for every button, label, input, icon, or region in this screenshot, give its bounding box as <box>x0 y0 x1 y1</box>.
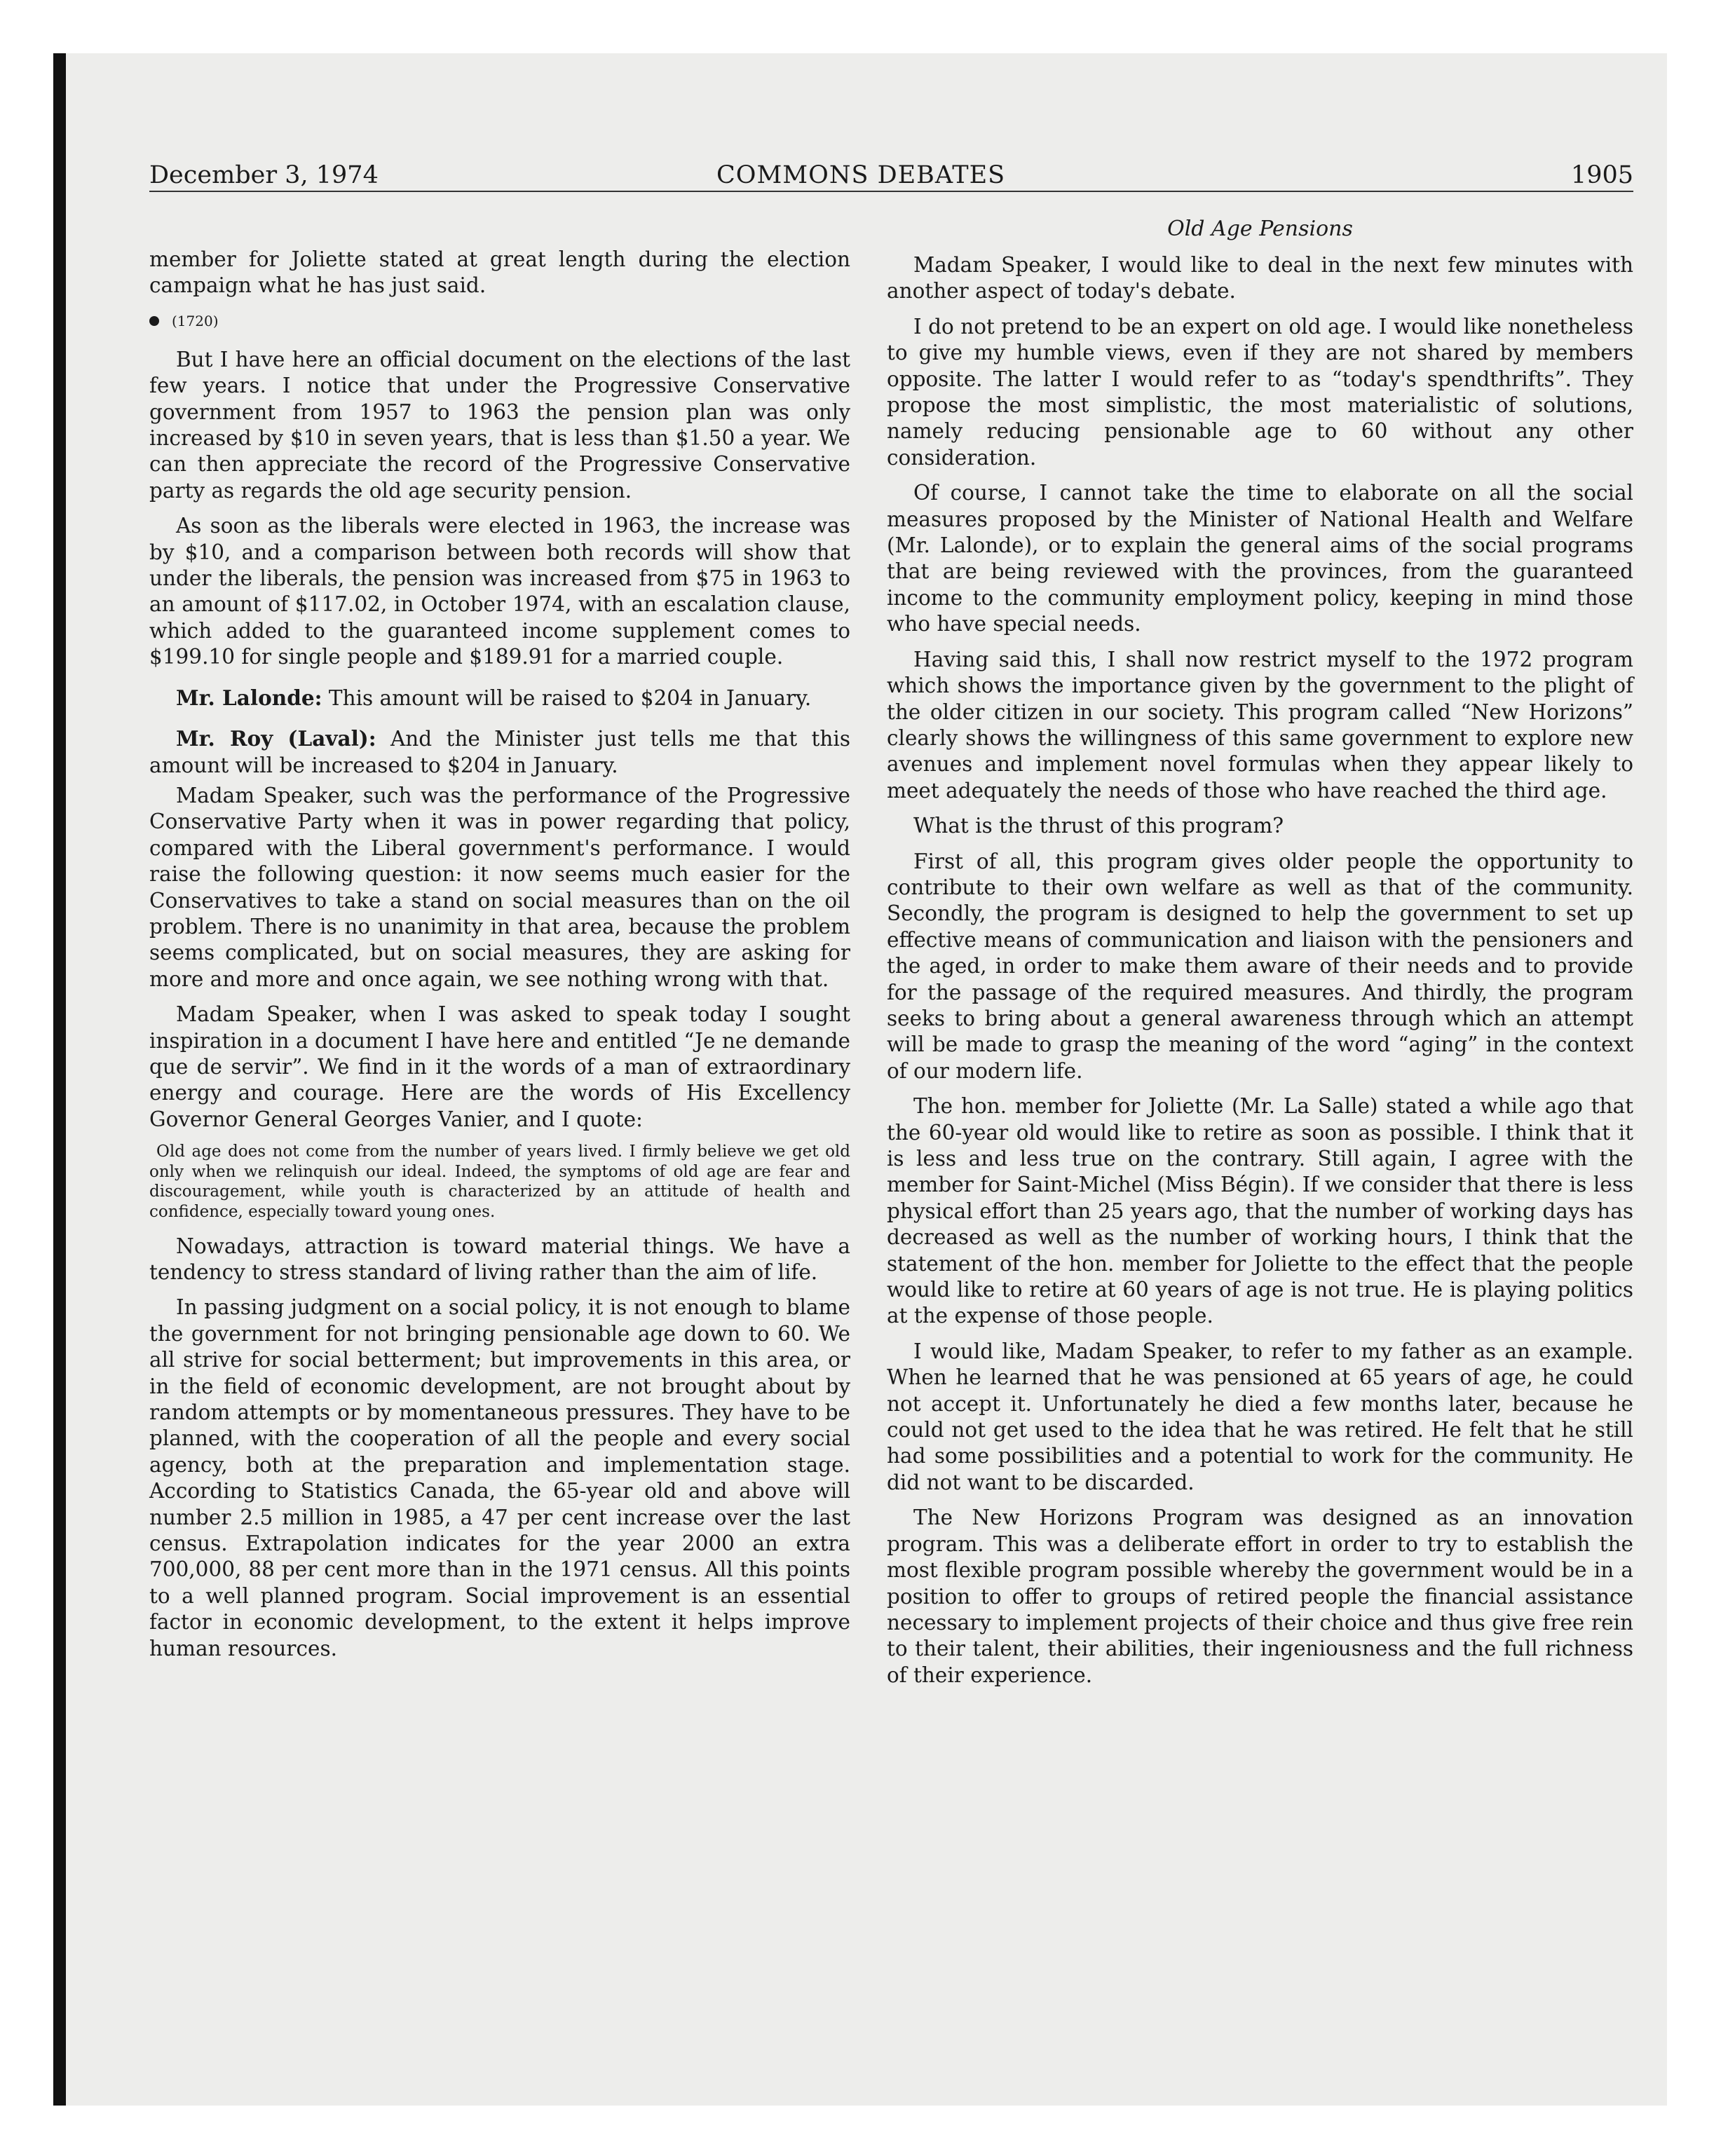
paragraph: Having said this, I shall now restrict myself to the 1972 program which shows the importance given by the government to the plight of the older citizen in our society. This program called “New Horizons” clearly shows the willingness of this same government to explore new avenues and implement novel formulas when they appear likely to meet adequately the needs of those who have reached the third age. <box>887 647 1633 803</box>
right-column <box>887 252 1633 1698</box>
header-rule <box>149 191 1633 192</box>
paragraph: In passing judgment on a social policy, it is not enough to blame the government for not bringing pensionable age down to 60. We all strive for social betterment; but improvements in this area, or in the field of economic development, are not brought about by random attempts or by momentaneous pressures. They have to be planned, with the cooperation of all the people and every social agency, both at the preparation and implementation stage. According to Statistics Canada, the 65-year old and above will number 2.5 million in 1985, a 47 per cent increase over the last census. Extrapolation indicates for the year 2000 an extra 700,000, 88 per cent more than in the 1971 census. All this points to a well planned program. Social improvement is an essential factor in economic development, to the extent it helps improve human resources. <box>149 1295 850 1660</box>
paragraph: But I have here an official document on the elections of the last few years. I notice that under the Progressive Conservative government from 1957 to 1963 the pension plan was only increased by $10 in seven years, that is less than $1.50 a year. We can then appreciate the record of the Progressive Conservative party as regards the old age security pension. <box>149 347 850 503</box>
block-quote: Old age does not come from the number of years lived. I firmly believe we get old only when we relinquish our ideal. Indeed, the symptoms of old age are fear and discouragement, while youth is characterized by an attitude of health and confidence, especially toward young ones. <box>149 1142 850 1221</box>
paragraph: member for Joliette stated at great length during the election campaign what he has just said. <box>149 247 850 298</box>
time-stamp <box>149 311 850 332</box>
paragraph: Of course, I cannot take the time to elaborate on all the social measures proposed by the Minister of National Health and Welfare (Mr. Lalonde), or to explain the general aims of the social programs that are being reviewed with the provinces, from the guaranteed income to the community employment policy, keeping in mind those who have special needs. <box>887 481 1633 636</box>
speaker-name: Mr. Lalonde: <box>176 685 322 710</box>
page-number: 1905 <box>1570 161 1633 189</box>
left-column <box>149 247 850 1671</box>
paragraph: As soon as the liberals were elected in 1963, the increase was by $10, and a comparison between both records will show that under the liberals, the pension was increased from $75 in 1963 to an amount of $117.02, in October 1974, with an escalation clause, which added to the guaranteed income supplement comes to $199.10 for single people and $189.91 for a married couple. <box>149 514 850 669</box>
paragraph: I do not pretend to be an expert on old age. I would like nonetheless to give my humble views, even if they are not shared by members opposite. The latter I would refer to as “today's spendthrifts”. They propose the most simplistic, the most materialistic of solutions, namely reducing pensionable age to 60 without any other consideration. <box>887 314 1633 470</box>
paragraph: Madam Speaker, such was the performance of the Progressive Conservative Party when it was in power regarding that policy, compared with the Liberal government's performance. I would raise the following question: it now seems much easier for the Conservatives to take a stand on social measures than on the oil problem. There is no unanimity in that area, because the problem seems complicated, but on social measures, they are asking for more and more and once again, we see nothing wrong with that. <box>149 783 850 991</box>
paragraph: Madam Speaker, when I was asked to speak today I sought inspiration in a document I have here and entitled “Je ne demande que de servir”. We find in it the words of a man of extraordinary energy and courage. Here are the words of His Excellency Governor General Georges Vanier, and I quote: <box>149 1002 850 1131</box>
binding-edge <box>53 53 66 2106</box>
paragraph: The hon. member for Joliette (Mr. La Salle) stated a while ago that the 60-year old would like to retire as soon as possible. I think that it is less and less true on the contrary. Still again, I agree with the member for Saint-Michel (Miss Bégin). If we consider that there is less physical effort than 25 years ago, that the number of working days has decreased as well as the number of working hours, I think that the statement of the hon. member for Joliette to the effect that the people would like to retire at 60 years of age is not true. He is playing politics at the expense of those people. <box>887 1094 1633 1328</box>
bullet-icon <box>149 316 159 326</box>
paragraph: Madam Speaker, I would like to deal in the next few minutes with another aspect of today's debate. <box>887 253 1633 303</box>
header-title: COMMONS DEBATES <box>716 161 1006 189</box>
paragraph: The New Horizons Program was designed as an innovation program. This was a deliberate effort in order to try to establish the most flexible program possible whereby the government would be in a position to offer to groups of retired people the financial assistance necessary to implement projects of their choice and thus give free rein to their talent, their abilities, their ingeniousness and the full richness of their experience. <box>887 1506 1633 1687</box>
speech <box>149 685 850 711</box>
speech <box>149 725 850 779</box>
header-date: December 3, 1974 <box>149 161 379 189</box>
speaker-name: Mr. Roy (Laval): <box>176 726 376 751</box>
section-heading: Old Age Pensions <box>1167 217 1353 241</box>
speech-text: And the Minister just tells me that this amount will be increased to $204 in January. <box>149 727 850 777</box>
time-stamp-label: (1720) <box>172 312 219 329</box>
paragraph: I would like, Madam Speaker, to refer to my father as an example. When he learned that he was pensioned at 65 years of age, he could not accept it. Unfortunately he died a few months later, because he could not get used to the idea that he was retired. He felt that he still had some possibilities and a potential to work for the community. He did not want to be discarded. <box>887 1339 1633 1494</box>
paragraph: First of all, this program gives older people the opportunity to contribute to their own welfare as well as that of the community. Secondly, the program is designed to help the government to set up effective means of communication and liaison with the pensioners and the aged, in order to make them aware of their needs and to provide for the passage of the required measures. And thirdly, the program seeks to bring about a general awareness through which an attempt will be made to grasp the meaning of the word “aging” in the context of our modern life. <box>887 849 1633 1083</box>
paragraph: Nowadays, attraction is toward material things. We have a tendency to stress standard of living rather than the aim of life. <box>149 1234 850 1284</box>
paragraph: What is the thrust of this program? <box>913 814 1284 838</box>
speech-text: This amount will be raised to $204 in January. <box>328 685 812 710</box>
